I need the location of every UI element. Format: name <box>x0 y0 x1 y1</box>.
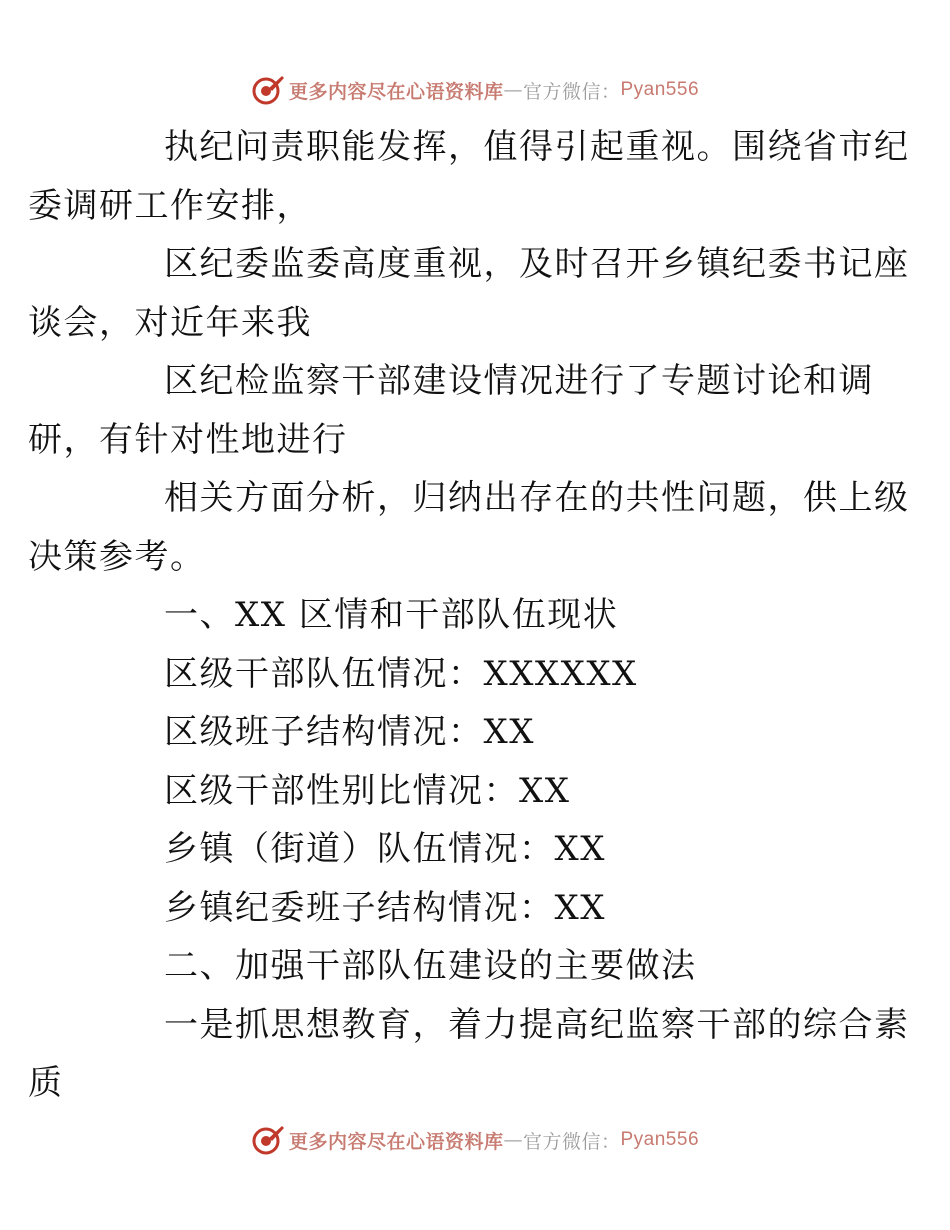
text-line: 决策参考。 <box>28 536 206 577</box>
text-line: 乡镇纪委班子结构情况：XX <box>164 887 606 928</box>
watermark-sub-text: 官方微信： <box>522 1130 621 1153</box>
section-heading <box>96 586 856 645</box>
paragraph <box>28 352 874 469</box>
paragraph <box>96 645 856 704</box>
watermark-wechat-id: Pyan556 <box>620 1129 700 1150</box>
paragraph <box>96 820 856 879</box>
watermark-main-text: 更多内容尽在心语资料库 <box>288 1130 504 1153</box>
footer-watermark <box>0 1120 950 1160</box>
text-line: 区级干部队伍情况：XXXXXX <box>164 653 638 694</box>
document-body <box>28 118 910 1113</box>
text-line: 质 <box>28 1063 64 1103</box>
text-line: 执纪问责职能发挥，值得引起重视。围绕省市纪 <box>164 127 910 167</box>
text-line: 乡镇（街道）队伍情况：XX <box>164 829 606 869</box>
section-heading <box>96 937 856 996</box>
text-line: 区纪检监察干部建设情况进行了专题讨论和调 <box>164 361 874 401</box>
paragraph <box>96 879 856 938</box>
paragraph <box>28 469 910 586</box>
paragraph <box>28 996 910 1113</box>
watermark-separator: — <box>503 1129 523 1151</box>
text-line: 委调研工作安排， <box>28 185 312 226</box>
paragraph <box>28 235 910 352</box>
paragraph <box>96 762 856 821</box>
paragraph <box>96 703 856 762</box>
header-watermark <box>0 70 950 110</box>
watermark-separator: — <box>503 79 523 101</box>
text-line: 二、加强干部队伍建设的主要做法 <box>164 946 697 986</box>
watermark-sub-text: 官方微信： <box>522 80 621 103</box>
brush-logo-icon <box>251 73 285 107</box>
watermark-main-text: 更多内容尽在心语资料库 <box>288 80 504 103</box>
text-line: 区纪委监委高度重视，及时召开乡镇纪委书记座 <box>164 244 910 284</box>
paragraph <box>28 118 910 235</box>
watermark-wechat-id: Pyan556 <box>620 79 700 100</box>
text-line: 一是抓思想教育，着力提高纪监察干部的综合素 <box>164 1004 910 1045</box>
text-line: 区级干部性别比情况：XX <box>164 770 571 811</box>
text-line: 研，有针对性地进行 <box>28 419 348 460</box>
text-line: 一、XX 区情和干部队伍现状 <box>164 595 619 635</box>
text-line: 区级班子结构情况：XX <box>164 712 535 752</box>
brush-logo-icon <box>251 1123 285 1157</box>
text-line: 相关方面分析，归纳出存在的共性问题，供上级 <box>164 478 910 518</box>
text-line: 谈会，对近年来我 <box>28 302 312 343</box>
